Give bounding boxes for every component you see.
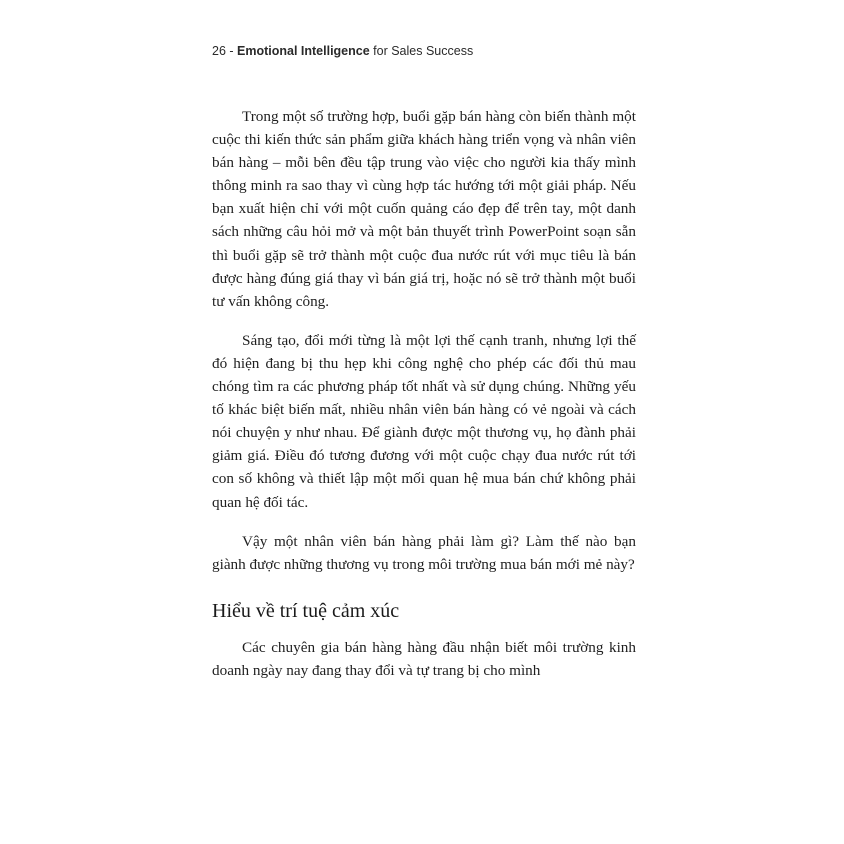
page-number: 26 [212, 44, 226, 58]
book-title-rest: for Sales Success [369, 44, 474, 58]
running-header [212, 44, 473, 58]
section-paragraph: Các chuyên gia bán hàng hàng đầu nhận biết môi trường kinh doanh ngày nay đang thay đổi và tự trang bị cho mình [212, 638, 636, 679]
header-separator: - [225, 44, 238, 58]
body-text [212, 105, 636, 682]
paragraph-2: Sáng tạo, đổi mới từng là một lợi thế cạnh tranh, nhưng lợi thế đó hiện đang bị thu hẹp khi công nghệ cho phép các đối thủ mau chóng tìm ra các phương pháp tốt nhất và sử dụng chúng. Những yếu tố khác biệt biến mất, nhiều nhân viên bán hàng có vẻ ngoài và cách nói chuyện y như nhau. Để giành được một thương vụ, họ đành phải giảm giá. Điều đó tương đương với một cuộc chạy đua nước rút tới con số không và thiết lập một mối quan hệ mua bán chứ không phải quan hệ đối tác. [212, 331, 636, 511]
book-title-bold: Emotional Intelligence [237, 44, 370, 58]
section-heading: Hiểu về trí tuệ cảm xúc [212, 599, 400, 622]
paragraph-1: Trong một số trường hợp, buổi gặp bán hàng còn biến thành một cuộc thi kiến thức sản phẩm giữa khách hàng triển vọng và nhân viên bán hàng – mỗi bên đều tập trung vào việc cho người kia thấy mình thông minh ra sao thay vì cùng hợp tác hướng tới một giải pháp. Nếu bạn xuất hiện chỉ với một cuốn quảng cáo đẹp để trên tay, một danh sách những câu hỏi mở và một bản thuyết trình PowerPoint soạn sẵn thì buổi gặp sẽ trở thành một cuộc đua nước rút với mục tiêu là bán được hàng đúng giá thay vì bán giá trị, hoặc nó sẽ trở thành một buổi tư vấn không công. [212, 108, 636, 310]
paragraph-3: Vậy một nhân viên bán hàng phải làm gì? Làm thế nào bạn giành được những thương vụ trong môi trường mua bán mới mẻ này? [212, 532, 636, 573]
